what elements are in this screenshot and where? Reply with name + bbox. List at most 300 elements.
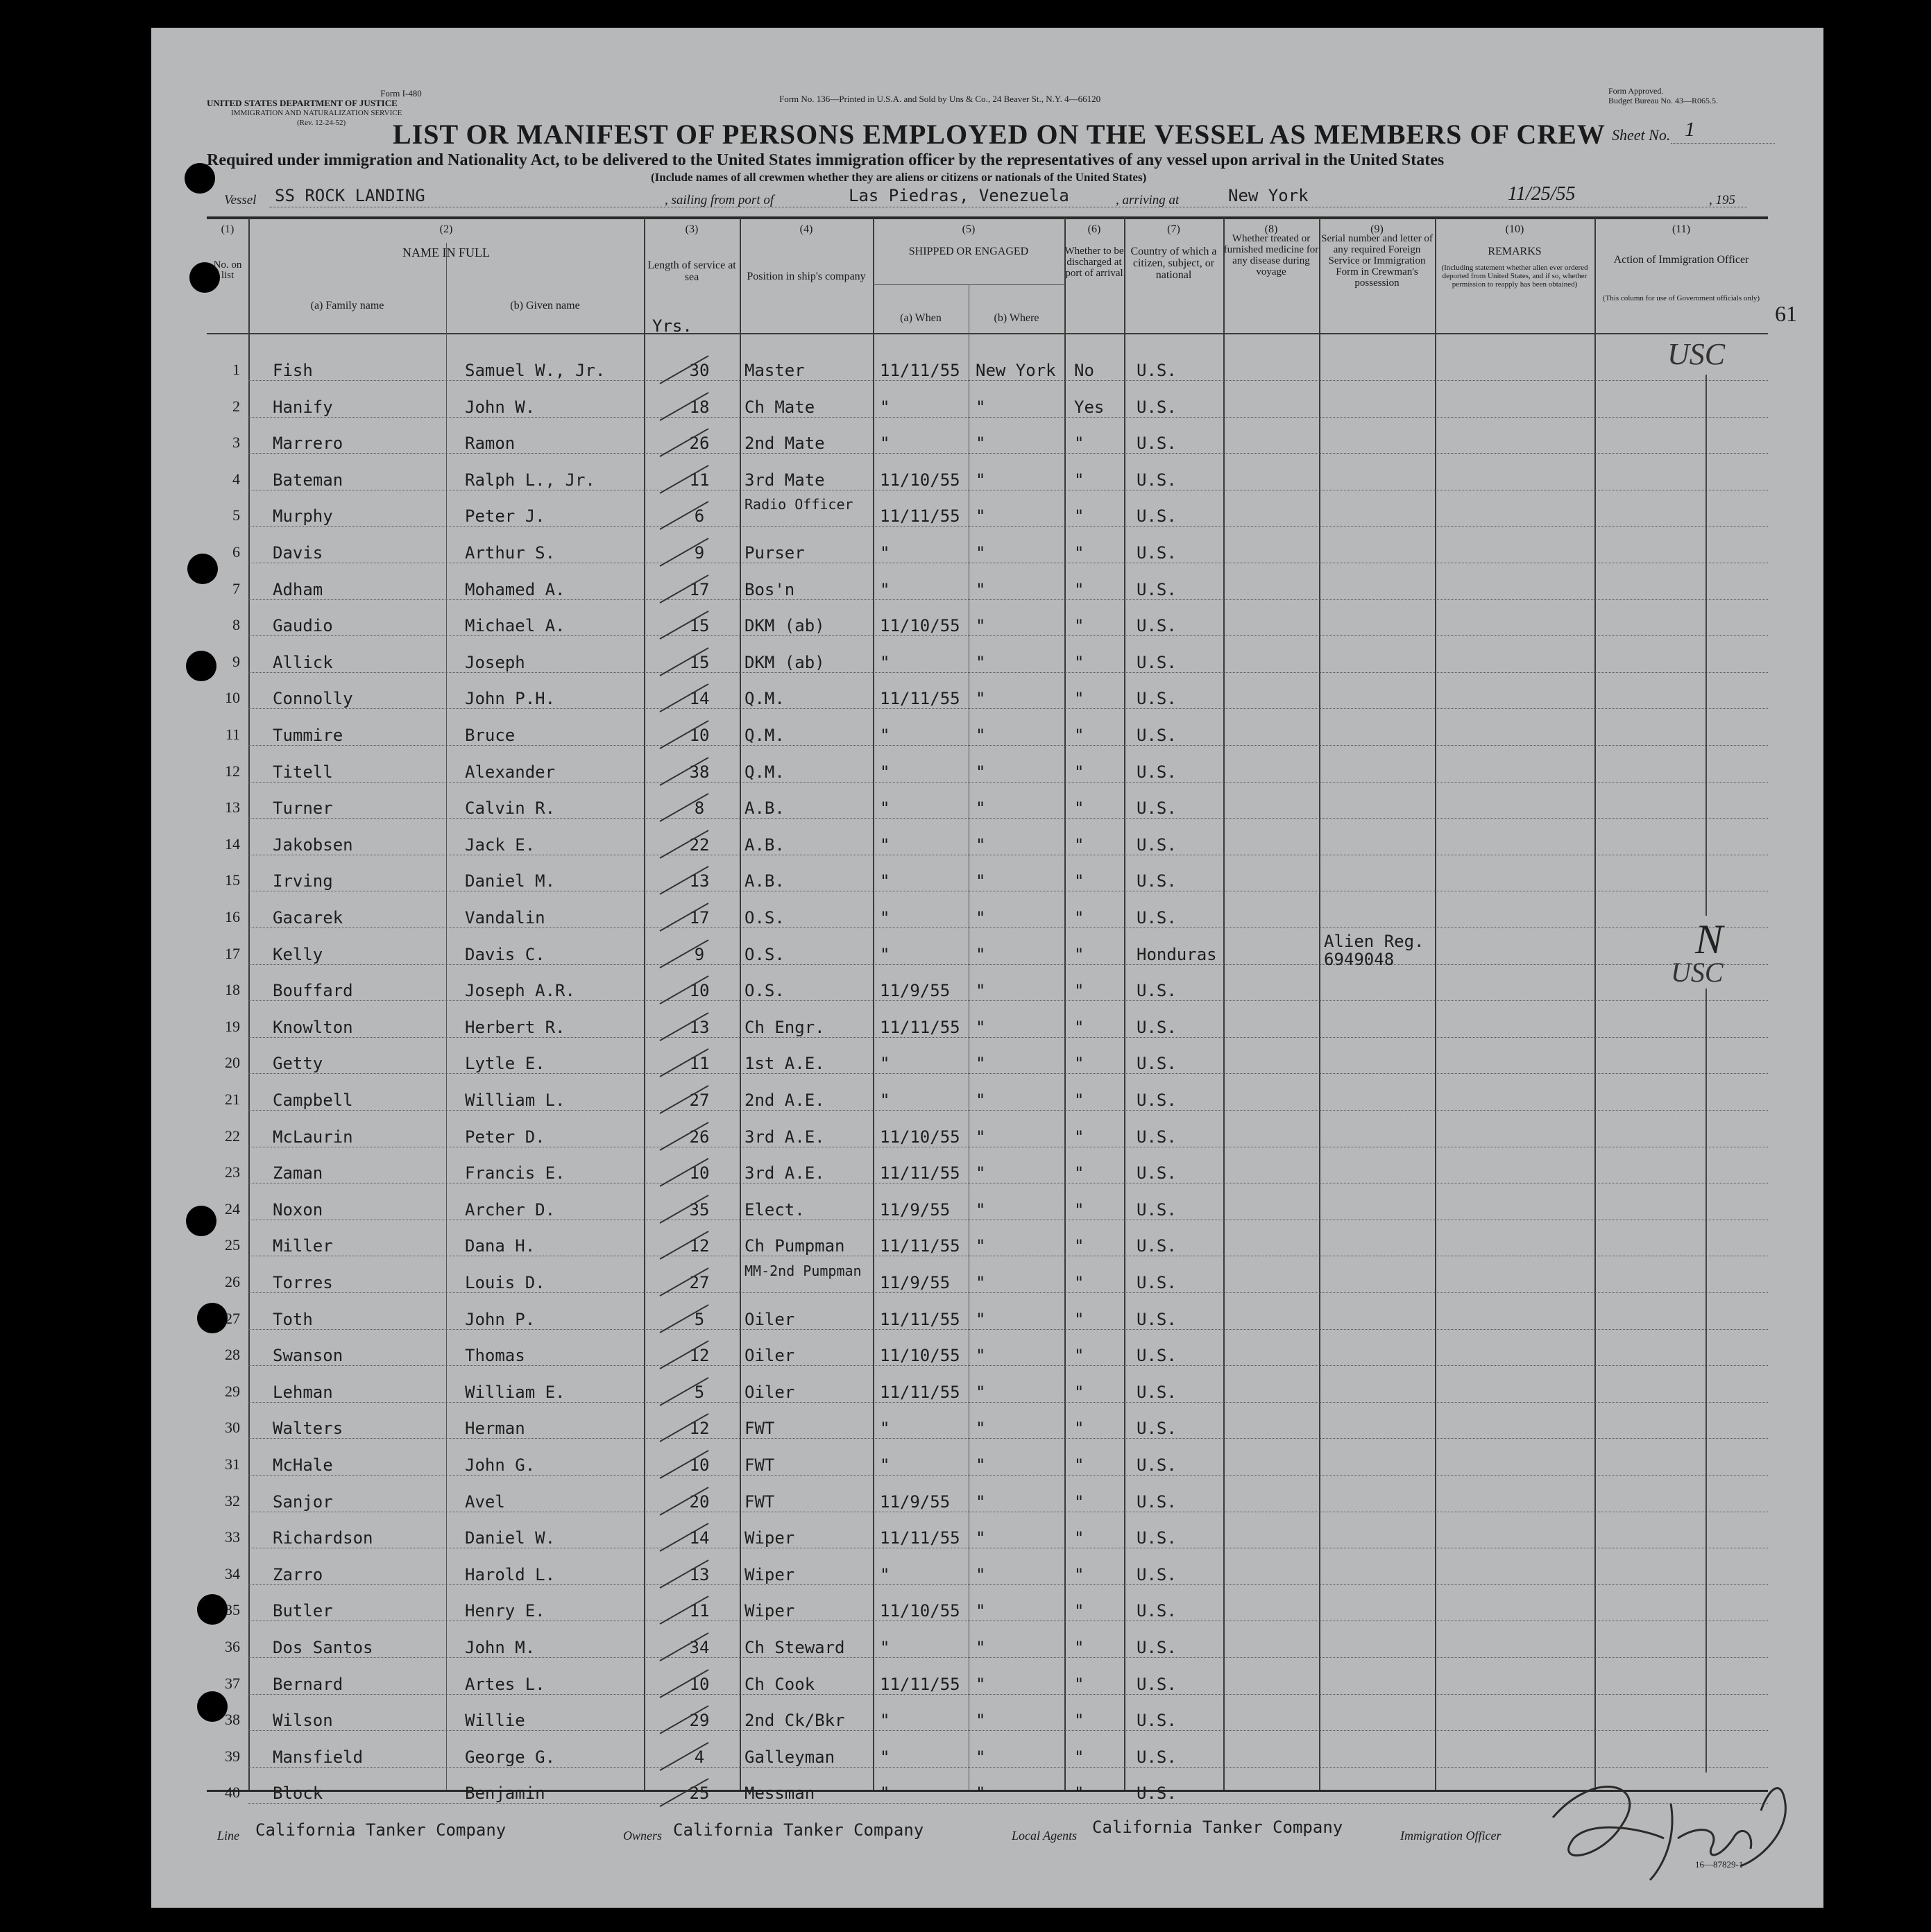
given-name: Lytle E. (465, 1054, 545, 1074)
position: Galleyman (745, 1747, 835, 1767)
position: Ch Steward (745, 1638, 845, 1657)
years-at-sea: 13 (689, 1564, 710, 1584)
shipped-when: 11/9/55 (880, 1199, 951, 1220)
shipped-when: 11/10/55 (880, 1127, 960, 1147)
years-at-sea: 9 (694, 543, 705, 563)
row-number: 29 (225, 1382, 240, 1400)
table-row (151, 1480, 1823, 1516)
row-number: 6 (232, 543, 240, 561)
col-header-remarks-note: (Including statement whether alien ever ordered deported from United States, and if so, whether permission to reapply has been obtained) (1441, 264, 1588, 289)
discharged: " (1074, 1419, 1084, 1439)
years-at-sea: 17 (689, 908, 710, 927)
shipped-when: 11/11/55 (880, 1382, 960, 1402)
page-title: LIST OR MANIFEST OF PERSONS EMPLOYED ON THE VESSEL AS MEMBERS OF CREW (393, 119, 1606, 150)
table-row (151, 676, 1823, 713)
country: U.S. (1137, 1564, 1177, 1584)
table-row (151, 1260, 1823, 1297)
years-at-sea: 27 (689, 1273, 710, 1292)
row-number: 24 (225, 1199, 240, 1217)
row-number: 20 (225, 1054, 240, 1072)
family-name: Lehman (273, 1382, 333, 1402)
row-number: 5 (232, 506, 240, 524)
position: DKM (ab) (745, 616, 825, 636)
table-row (151, 1005, 1823, 1042)
shipped-where: " (976, 1638, 986, 1657)
given-name: John P.H. (465, 689, 556, 709)
col-header-disease: Whether treated or furnished medicine for any disease during voyage (1223, 233, 1319, 277)
row-number: 22 (225, 1127, 240, 1145)
family-name: Noxon (273, 1199, 323, 1220)
years-at-sea: 10 (689, 981, 710, 1001)
given-name: John G. (465, 1455, 536, 1475)
line-label: Line (217, 1829, 240, 1843)
given-name: Peter D. (465, 1127, 545, 1147)
shipped-when: 11/9/55 (880, 1273, 951, 1292)
country: U.S. (1137, 434, 1177, 454)
table-row (151, 1516, 1823, 1553)
family-name: Zarro (273, 1564, 323, 1584)
years-at-sea: 13 (689, 1017, 710, 1037)
discharged: " (1074, 908, 1084, 927)
country: U.S. (1137, 1017, 1177, 1037)
discharged: " (1074, 689, 1084, 709)
given-name: William E. (465, 1382, 565, 1402)
position: A.B. (745, 871, 785, 891)
printer-line: Form No. 136—Printed in U.S.A. and Sold by Uns & Co., 24 Beaver St., N.Y. 4—66120 (779, 94, 1101, 104)
given-name: Avel (465, 1491, 505, 1512)
row-number: 26 (225, 1273, 240, 1290)
sailing-port: Las Piedras, Venezuela (849, 186, 1069, 205)
arrival-date: 11/25/55 (1508, 183, 1576, 205)
col-header-action: Action of Immigration Officer (1613, 254, 1749, 266)
sailing-label: , sailing from port of (665, 193, 774, 207)
shipped-where: " (976, 1199, 986, 1220)
years-at-sea: 15 (689, 616, 710, 636)
country: U.S. (1137, 1784, 1177, 1804)
shipped-where: " (976, 1127, 986, 1147)
line-value: California Tanker Company (255, 1820, 507, 1840)
table-row (151, 932, 1823, 969)
shipped-when: " (880, 798, 890, 819)
discharged: " (1074, 1601, 1084, 1621)
family-name: Davis (273, 543, 323, 563)
discharged: " (1074, 1784, 1084, 1804)
years-at-sea: 17 (689, 579, 710, 599)
discharged: " (1074, 981, 1084, 1001)
col-num-11: (11) (1671, 223, 1691, 235)
years-at-sea: 11 (689, 470, 710, 490)
shipped-when: " (880, 726, 890, 745)
country: U.S. (1137, 1382, 1177, 1402)
shipped-where: " (976, 1528, 986, 1548)
table-row (151, 567, 1823, 604)
table-row (151, 640, 1823, 677)
discharged: " (1074, 944, 1084, 964)
shipped-when: 11/10/55 (880, 470, 960, 490)
owners-value: California Tanker Company (673, 1820, 924, 1840)
country: U.S. (1137, 1346, 1177, 1366)
family-name: Mansfield (273, 1747, 364, 1767)
given-name: Michael A. (465, 616, 565, 636)
given-name: Artes L. (465, 1674, 545, 1694)
shipped-when: 11/11/55 (880, 1017, 960, 1037)
shipped-when: " (880, 579, 890, 599)
col-header-shipped: SHIPPED OR ENGAGED (908, 246, 1029, 257)
shipped-when: 11/9/55 (880, 1491, 951, 1512)
given-name: Ralph L., Jr. (465, 470, 595, 490)
family-name: Wilson (273, 1711, 333, 1731)
shipped-when: 11/9/55 (880, 981, 951, 1001)
position: Elect. (745, 1199, 805, 1220)
given-name: Daniel M. (465, 871, 556, 891)
table-row (151, 1443, 1823, 1480)
shipped-where: " (976, 835, 986, 855)
years-at-sea: 12 (689, 1346, 710, 1366)
given-name: Samuel W., Jr. (465, 361, 606, 380)
table-row (151, 823, 1823, 860)
years-at-sea: 15 (689, 652, 710, 672)
position: 2nd A.E. (745, 1091, 825, 1110)
family-name: Kelly (273, 944, 323, 964)
discharged: " (1074, 1564, 1084, 1584)
discharged: " (1074, 1017, 1084, 1037)
discharged: Yes (1074, 397, 1105, 417)
subtitle-note: (Include names of all crewmen whether they are aliens or citizens or nationals of the United States) (651, 171, 1147, 184)
col-num-2: (2) (439, 223, 453, 235)
discharged: " (1074, 1747, 1084, 1767)
row-number: 7 (232, 579, 240, 597)
position: 3rd A.E. (745, 1127, 825, 1147)
country: U.S. (1137, 1491, 1177, 1512)
col-header-no: No. on list (213, 259, 242, 281)
years-at-sea: 12 (689, 1419, 710, 1439)
discharged: " (1074, 1382, 1084, 1402)
position: Ch Engr. (745, 1017, 825, 1037)
given-name: Ramon (465, 434, 516, 454)
shipped-when: " (880, 397, 890, 417)
row-number: 33 (225, 1528, 240, 1546)
years-at-sea: 10 (689, 1674, 710, 1694)
discharged: " (1074, 726, 1084, 745)
col-header-action-note: (This column for use of Government officials only) (1602, 294, 1760, 302)
given-name: Alexander (465, 762, 556, 782)
given-name: Jack E. (465, 835, 536, 855)
family-name: Dos Santos (273, 1638, 373, 1657)
country: U.S. (1137, 1711, 1177, 1731)
position: Messman (745, 1784, 815, 1804)
position: 1st A.E. (745, 1054, 825, 1074)
family-name: Torres (273, 1273, 333, 1292)
col-header-length: Length of service at sea (647, 259, 736, 283)
country: U.S. (1137, 981, 1177, 1001)
given-name: Herman (465, 1419, 525, 1439)
usc-annotation: USC (1667, 337, 1726, 371)
owners-label: Owners (623, 1829, 663, 1843)
shipped-where: " (976, 981, 986, 1001)
years-at-sea: 26 (689, 1127, 710, 1147)
shipped-when: " (880, 1564, 890, 1584)
row-number: 39 (225, 1747, 240, 1765)
country: U.S. (1137, 1127, 1177, 1147)
subtitle: Required under immigration and Nationality Act, to be delivered to the United States immigration officer by the representatives of any vessel upon arrival in the United States (207, 151, 1445, 169)
col-num-9: (9) (1370, 223, 1384, 235)
table-row (151, 1625, 1823, 1662)
col-header-when: (a) When (900, 312, 942, 324)
given-name: Louis D. (465, 1273, 545, 1292)
row-number: 15 (225, 871, 240, 889)
row-number: 37 (225, 1674, 240, 1692)
discharged: " (1074, 652, 1084, 672)
position: O.S. (745, 908, 785, 927)
shipped-where: " (976, 1163, 986, 1183)
family-name: Knowlton (273, 1017, 353, 1037)
family-name: Turner (273, 798, 333, 819)
years-at-sea: 25 (689, 1784, 710, 1804)
discharged: " (1074, 798, 1084, 819)
shipped-when: 11/11/55 (880, 1309, 960, 1329)
col-header-remarks: REMARKS (1488, 246, 1542, 257)
position: 2nd Ck/Bkr (745, 1711, 845, 1731)
shipped-where: " (976, 1564, 986, 1584)
row-number: 32 (225, 1491, 240, 1510)
country: U.S. (1137, 616, 1177, 636)
years-at-sea: 8 (694, 798, 705, 819)
agents-label: Local Agents (1012, 1829, 1078, 1843)
family-name: Toth (273, 1309, 313, 1329)
country: U.S. (1137, 1455, 1177, 1475)
row-number: 30 (225, 1419, 240, 1437)
row-number: 17 (225, 944, 240, 962)
given-name: William L. (465, 1091, 565, 1110)
discharged: " (1074, 543, 1084, 563)
agents-value: California Tanker Company (1092, 1818, 1343, 1837)
family-name: Sanjor (273, 1491, 333, 1512)
position: Wiper (745, 1564, 795, 1584)
family-name: Adham (273, 579, 323, 599)
discharged: " (1074, 1273, 1084, 1292)
shipped-where: " (976, 689, 986, 709)
family-name: Bateman (273, 470, 343, 490)
given-name: Peter J. (465, 506, 545, 527)
position: 3rd Mate (745, 470, 825, 490)
position: O.S. (745, 944, 785, 964)
row-number: 14 (225, 835, 240, 853)
sheet-number: 1 (1685, 118, 1695, 141)
sheet-label: Sheet No. (1612, 126, 1671, 144)
table-row (151, 750, 1823, 787)
country: U.S. (1137, 652, 1177, 672)
table-row (151, 1370, 1823, 1407)
table-row (151, 1333, 1823, 1370)
shipped-where: " (976, 1273, 986, 1292)
row-number: 25 (225, 1236, 240, 1254)
given-name: John M. (465, 1638, 536, 1657)
family-name: Bouffard (273, 981, 353, 1001)
given-name: Daniel W. (465, 1528, 556, 1548)
table-row (151, 713, 1823, 750)
shipped-when: 11/10/55 (880, 1601, 960, 1621)
table-row (151, 1297, 1823, 1334)
shipped-where: " (976, 1419, 986, 1439)
position: Ch Cook (745, 1674, 815, 1694)
discharged: " (1074, 1528, 1084, 1548)
given-name: John P. (465, 1309, 536, 1329)
row-number: 34 (225, 1564, 240, 1582)
shipped-where: " (976, 1382, 986, 1402)
shipped-where: " (976, 434, 986, 454)
discharged: " (1074, 1346, 1084, 1366)
discharged: " (1074, 1054, 1084, 1074)
position: Purser (745, 543, 805, 563)
country: U.S. (1137, 579, 1177, 599)
table-row (151, 1078, 1823, 1115)
position: FWT (745, 1455, 775, 1475)
discharged: " (1074, 1309, 1084, 1329)
vessel-name: SS ROCK LANDING (275, 186, 425, 205)
discharged: " (1074, 434, 1084, 454)
shipped-where: " (976, 470, 986, 490)
position: DKM (ab) (745, 652, 825, 672)
years-at-sea: 5 (694, 1382, 705, 1402)
discharged: " (1074, 579, 1084, 599)
shipped-where: " (976, 1309, 986, 1329)
discharged: " (1074, 1638, 1084, 1657)
years-at-sea: 6 (694, 506, 705, 527)
years-at-sea: 14 (689, 689, 710, 709)
form-code: Form I-480 (380, 88, 422, 99)
row-number: 4 (232, 470, 240, 488)
country: U.S. (1137, 762, 1177, 782)
table-row (151, 859, 1823, 896)
col-num-10: (10) (1505, 223, 1524, 235)
shipped-where: " (976, 1601, 986, 1621)
col-header-name: NAME IN FULL (402, 246, 490, 259)
shipped-when: 11/11/55 (880, 1528, 960, 1548)
table-row (151, 1406, 1823, 1443)
shipped-when: " (880, 871, 890, 891)
yrs-label: Yrs. (652, 316, 692, 336)
table-row (151, 1589, 1823, 1625)
years-at-sea: 22 (689, 835, 710, 855)
country: U.S. (1137, 1163, 1177, 1183)
position: Q.M. (745, 762, 785, 782)
given-name: George G. (465, 1747, 556, 1767)
col-num-4: (4) (799, 223, 813, 235)
country: U.S. (1137, 798, 1177, 819)
col-num-5: (5) (962, 223, 976, 235)
years-at-sea: 20 (689, 1491, 710, 1512)
country: U.S. (1137, 1747, 1177, 1767)
family-name: Getty (273, 1054, 323, 1074)
shipped-where: " (976, 1346, 986, 1366)
given-name: Joseph A.R. (465, 981, 575, 1001)
country: U.S. (1137, 1528, 1177, 1548)
row-number: 19 (225, 1017, 240, 1035)
department: UNITED STATES DEPARTMENT OF JUSTICE (207, 98, 398, 108)
table-row (151, 896, 1823, 932)
shipped-where: " (976, 543, 986, 563)
position: FWT (745, 1419, 775, 1439)
position: Ch Pumpman (745, 1236, 845, 1256)
arriving-port: New York (1228, 186, 1309, 205)
table-row (151, 458, 1823, 495)
row-number: 38 (225, 1711, 240, 1729)
family-name: Swanson (273, 1346, 343, 1366)
col-header-country: Country of which a citizen, subject, or national (1130, 246, 1217, 281)
col-num-8: (8) (1264, 223, 1278, 235)
country: U.S. (1137, 726, 1177, 745)
family-name: Titell (273, 762, 333, 782)
family-name: Jakobsen (273, 835, 353, 855)
shipped-where: " (976, 871, 986, 891)
officer-label: Immigration Officer (1400, 1829, 1502, 1843)
row-number: 27 (225, 1309, 240, 1327)
family-name: Gacarek (273, 908, 343, 927)
given-name: Herbert R. (465, 1017, 565, 1037)
table-row (151, 421, 1823, 458)
years-at-sea: 18 (689, 397, 710, 417)
shipped-where: " (976, 798, 986, 819)
noncitizen-annotation: N (1695, 916, 1724, 962)
country: U.S. (1137, 1638, 1177, 1657)
col-header-where: (b) Where (994, 312, 1039, 324)
shipped-where: " (976, 652, 986, 672)
discharged: " (1074, 470, 1084, 490)
country: U.S. (1137, 1601, 1177, 1621)
shipped-when: 11/11/55 (880, 1236, 960, 1256)
given-name: Henry E. (465, 1601, 545, 1621)
position: 2nd Mate (745, 434, 825, 454)
given-name: Dana H. (465, 1236, 536, 1256)
discharged: " (1074, 1711, 1084, 1731)
position: Ch Mate (745, 397, 815, 417)
form-approved: Form Approved. (1608, 86, 1664, 96)
service: IMMIGRATION AND NATURALIZATION SERVICE (231, 109, 402, 117)
revision: (Rev. 12-24-52) (297, 119, 346, 127)
table-row (151, 1151, 1823, 1188)
shipped-where: " (976, 762, 986, 782)
years-at-sea: 9 (694, 944, 705, 964)
family-name: Connolly (273, 689, 353, 709)
discharged: " (1074, 835, 1084, 855)
shipped-when: " (880, 1711, 890, 1731)
shipped-where: " (976, 1236, 986, 1256)
year-label: , 195 (1709, 193, 1735, 207)
table-row (151, 604, 1823, 640)
position: MM-2nd Pumpman (745, 1263, 862, 1279)
table-row (151, 1041, 1823, 1078)
family-name: Gaudio (273, 616, 333, 636)
family-name: Tummire (273, 726, 343, 745)
row-number: 23 (225, 1163, 240, 1181)
country: U.S. (1137, 361, 1177, 380)
country: U.S. (1137, 1273, 1177, 1292)
table-row (151, 1224, 1823, 1260)
row-number: 2 (232, 397, 240, 415)
country: U.S. (1137, 689, 1177, 709)
family-name: Allick (273, 652, 333, 672)
family-name: Richardson (273, 1528, 373, 1548)
position: Master (745, 361, 805, 380)
serial-number: Alien Reg. 6949048 (1324, 931, 1424, 969)
position: Oiler (745, 1309, 795, 1329)
arriving-label: , arriving at (1116, 193, 1180, 207)
family-name: McLaurin (273, 1127, 353, 1147)
col-header-family: (a) Family name (310, 300, 384, 311)
years-at-sea: 13 (689, 871, 710, 891)
discharged: " (1074, 1127, 1084, 1147)
col-header-given: (b) Given name (510, 300, 580, 311)
